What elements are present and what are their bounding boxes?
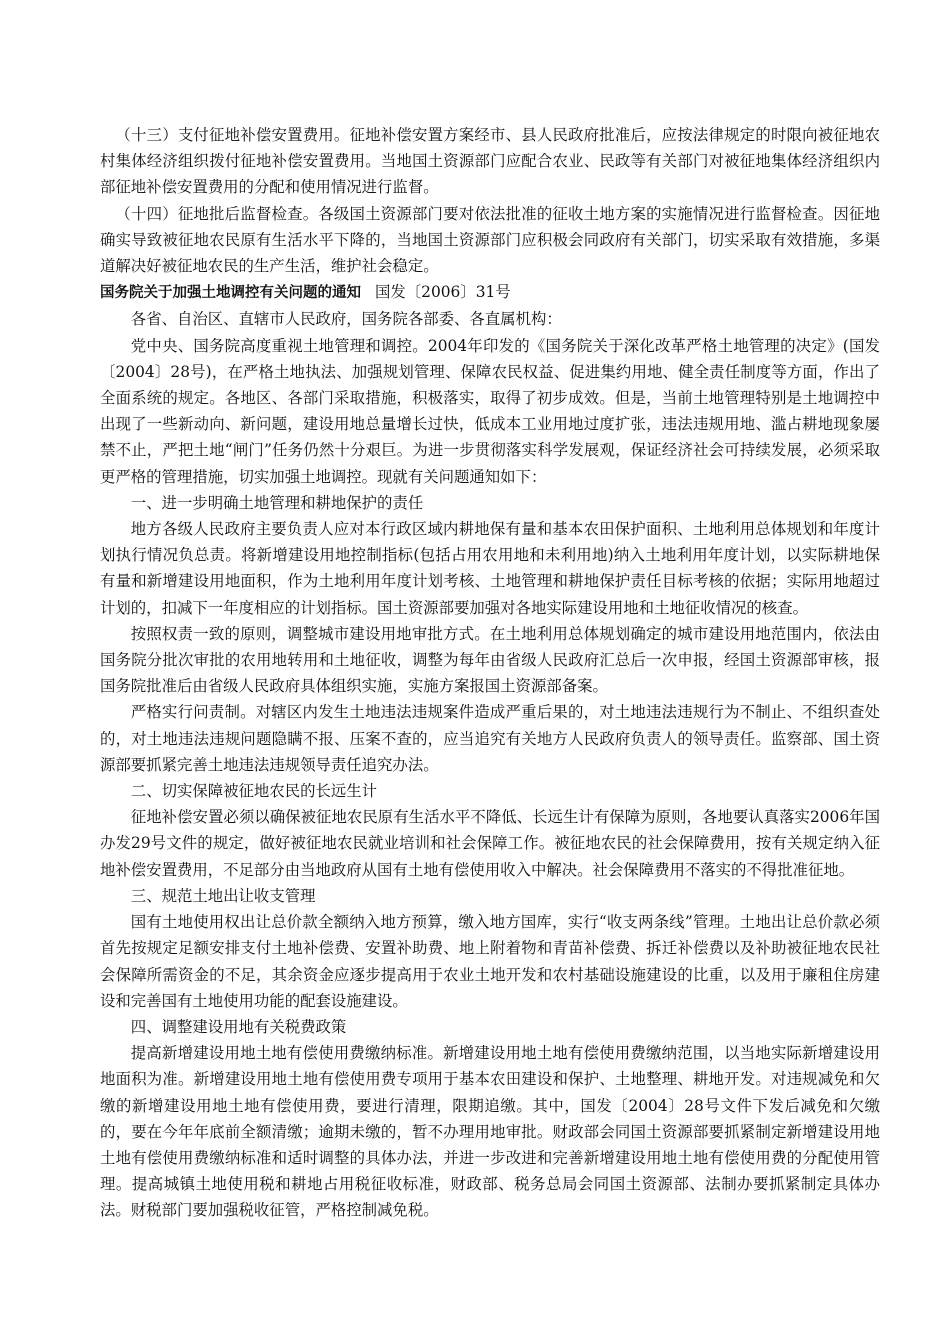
section-1-paragraph-1: 地方各级人民政府主要负责人应对本行政区域内耕地保有量和基本农田保护面积、土地利用总体规划和年度计划执行情况负总责。将新增建设用地控制指标(包括占用农用地和未利用地)纳入土地利用年度计划，以实际耕地保有量和新增建设用地面积，作为土地利用年度计划考核、土地管理和耕地保护责任目标考核的依据；实际用地超过计划的，扣减下一年度相应的计划指标。国土资源部要加强对各地实际建设用地和土地征收情况的核查。 — [100, 520, 880, 617]
notice-title: 国务院关于加强土地调控有关问题的通知 — [100, 285, 361, 302]
section-1-heading: 一、进一步明确土地管理和耕地保护的责任 — [130, 493, 424, 512]
section-3-paragraph-1: 国有土地使用权出让总价款全额纳入地方预算，缴入地方国库，实行“收支两条线”管理。土地出让总价款必须首先按规定足额安排支付土地补偿费、安置补助费、地上附着物和青苗补偿费、拆迁补偿费以及补助被征地农民社会保障所需资金的不足，其余资金应逐步提高用于农业土地开发和农村基础设施建设的比重，以及用于廉租住房建设和完善国有土地使用功能的配套设施建设。 — [100, 913, 880, 1010]
section-2-heading: 二、切实保障被征地农民的长远生计 — [130, 782, 378, 801]
section-2-paragraph-1: 征地补偿安置必须以确保被征地农民原有生活水平不降低、长远生计有保障为原则，各地要认真落实2006年国办发29号文件的规定，做好被征地农民就业培训和社会保障工作。被征地农民的社会保障费用，按有关规定纳入征地补偿安置费用，不足部分由当地政府从国有土地有偿使用收入中解决。社会保障费用不落实的不得批准征地。 — [100, 808, 880, 879]
paragraph-item-14: （十四）征地批后监督检查。各级国土资源部门要对依法批准的征收土地方案的实施情况进行监督检查。因征地确实导致被征地农民原有生活水平下降的，当地国土资源部门应积极会同政府有关部门，切实采取有效措施，多渠道解决好被征地农民的生产生活，维护社会稳定。 — [100, 204, 880, 276]
section-1-paragraph-3: 严格实行问责制。对辖区内发生土地违法违规案件造成严重后果的，对土地违法违规行为不制止、不组织查处的，对土地违法违规问题隐瞒不报、压案不查的，应当追究有关地方人民政府负责人的领导责任。监察部、国土资源部要抓紧完善土地违法违规领导责任追究办法。 — [100, 703, 880, 774]
document-page — [100, 122, 880, 1224]
notice-document-number: 国发〔2006〕31号 — [375, 283, 511, 302]
intro-paragraph: 党中央、国务院高度重视土地管理和调控。2004年印发的《国务院关于深化改革严格土地管理的决定》(国发〔2004〕28号)，在严格土地执法、加强规划管理、保障农民权益、促进集约用地、健全责任制度等方面，作出了全面系统的规定。各地区、各部门采取措施，积极落实，取得了初步成效。但是，当前土地管理特别是土地调控中出现了一些新动向、新问题，建设用地总量增长过快，低成本工业用地过度扩张，违法违规用地、滥占耕地现象屡禁不止，严把土地“闸门”任务仍然十分艰巨。为进一步贯彻落实科学发展观，保证经济社会可持续发展，必须采取更严格的管理措施，切实加强土地调控。现就有关问题通知如下： — [100, 336, 880, 486]
section-4-paragraph-1: 提高新增建设用地土地有偿使用费缴纳标准。新增建设用地土地有偿使用费缴纳范围，以当地实际新增建设用地面积为准。新增建设用地土地有偿使用费专项用于基本农田建设和保护、土地整理、耕地开发。对违规减免和欠缴的新增建设用地土地有偿使用费，要进行清理，限期追缴。其中，国发〔2004〕28号文件下发后减免和欠缴的，要在今年年底前全额清缴；逾期未缴的，暂不办理用地审批。财政部会同国土资源部要抓紧制定新增建设用地土地有偿使用费缴纳标准和适时调整的具体办法，并进一步改进和完善新增建设用地土地有偿使用费的分配使用管理。提高城镇土地使用税和耕地占用税征收标准，财政部、税务总局会同国土资源部、法制办要抓紧制定具体办法。财税部门要加强税收征管，严格控制减免税。 — [100, 1044, 880, 1220]
salutation: 各省、自治区、直辖市人民政府，国务院各部委、各直属机构： — [130, 310, 562, 329]
section-1-paragraph-2: 按照权责一致的原则，调整城市建设用地审批方式。在土地利用总体规划确定的城市建设用地范围内，依法由国务院分批次审批的农用地转用和土地征收，调整为每年由省级人民政府汇总后一次申报，经国土资源部审核，报国务院批准后由省级人民政府具体组织实施，实施方案报国土资源部备案。 — [100, 624, 880, 696]
paragraph-item-13: （十三）支付征地补偿安置费用。征地补偿安置方案经市、县人民政府批准后，应按法律规定的时限向被征地农村集体经济组织拨付征地补偿安置费用。当地国土资源部门应配合农业、民政等有关部门对被征地集体经济组织内部征地补偿安置费用的分配和使用情况进行监督。 — [100, 126, 880, 197]
section-3-heading: 三、规范土地出让收支管理 — [130, 886, 316, 905]
section-4-heading: 四、调整建设用地有关税费政策 — [130, 1017, 347, 1036]
notice-heading — [100, 279, 880, 306]
